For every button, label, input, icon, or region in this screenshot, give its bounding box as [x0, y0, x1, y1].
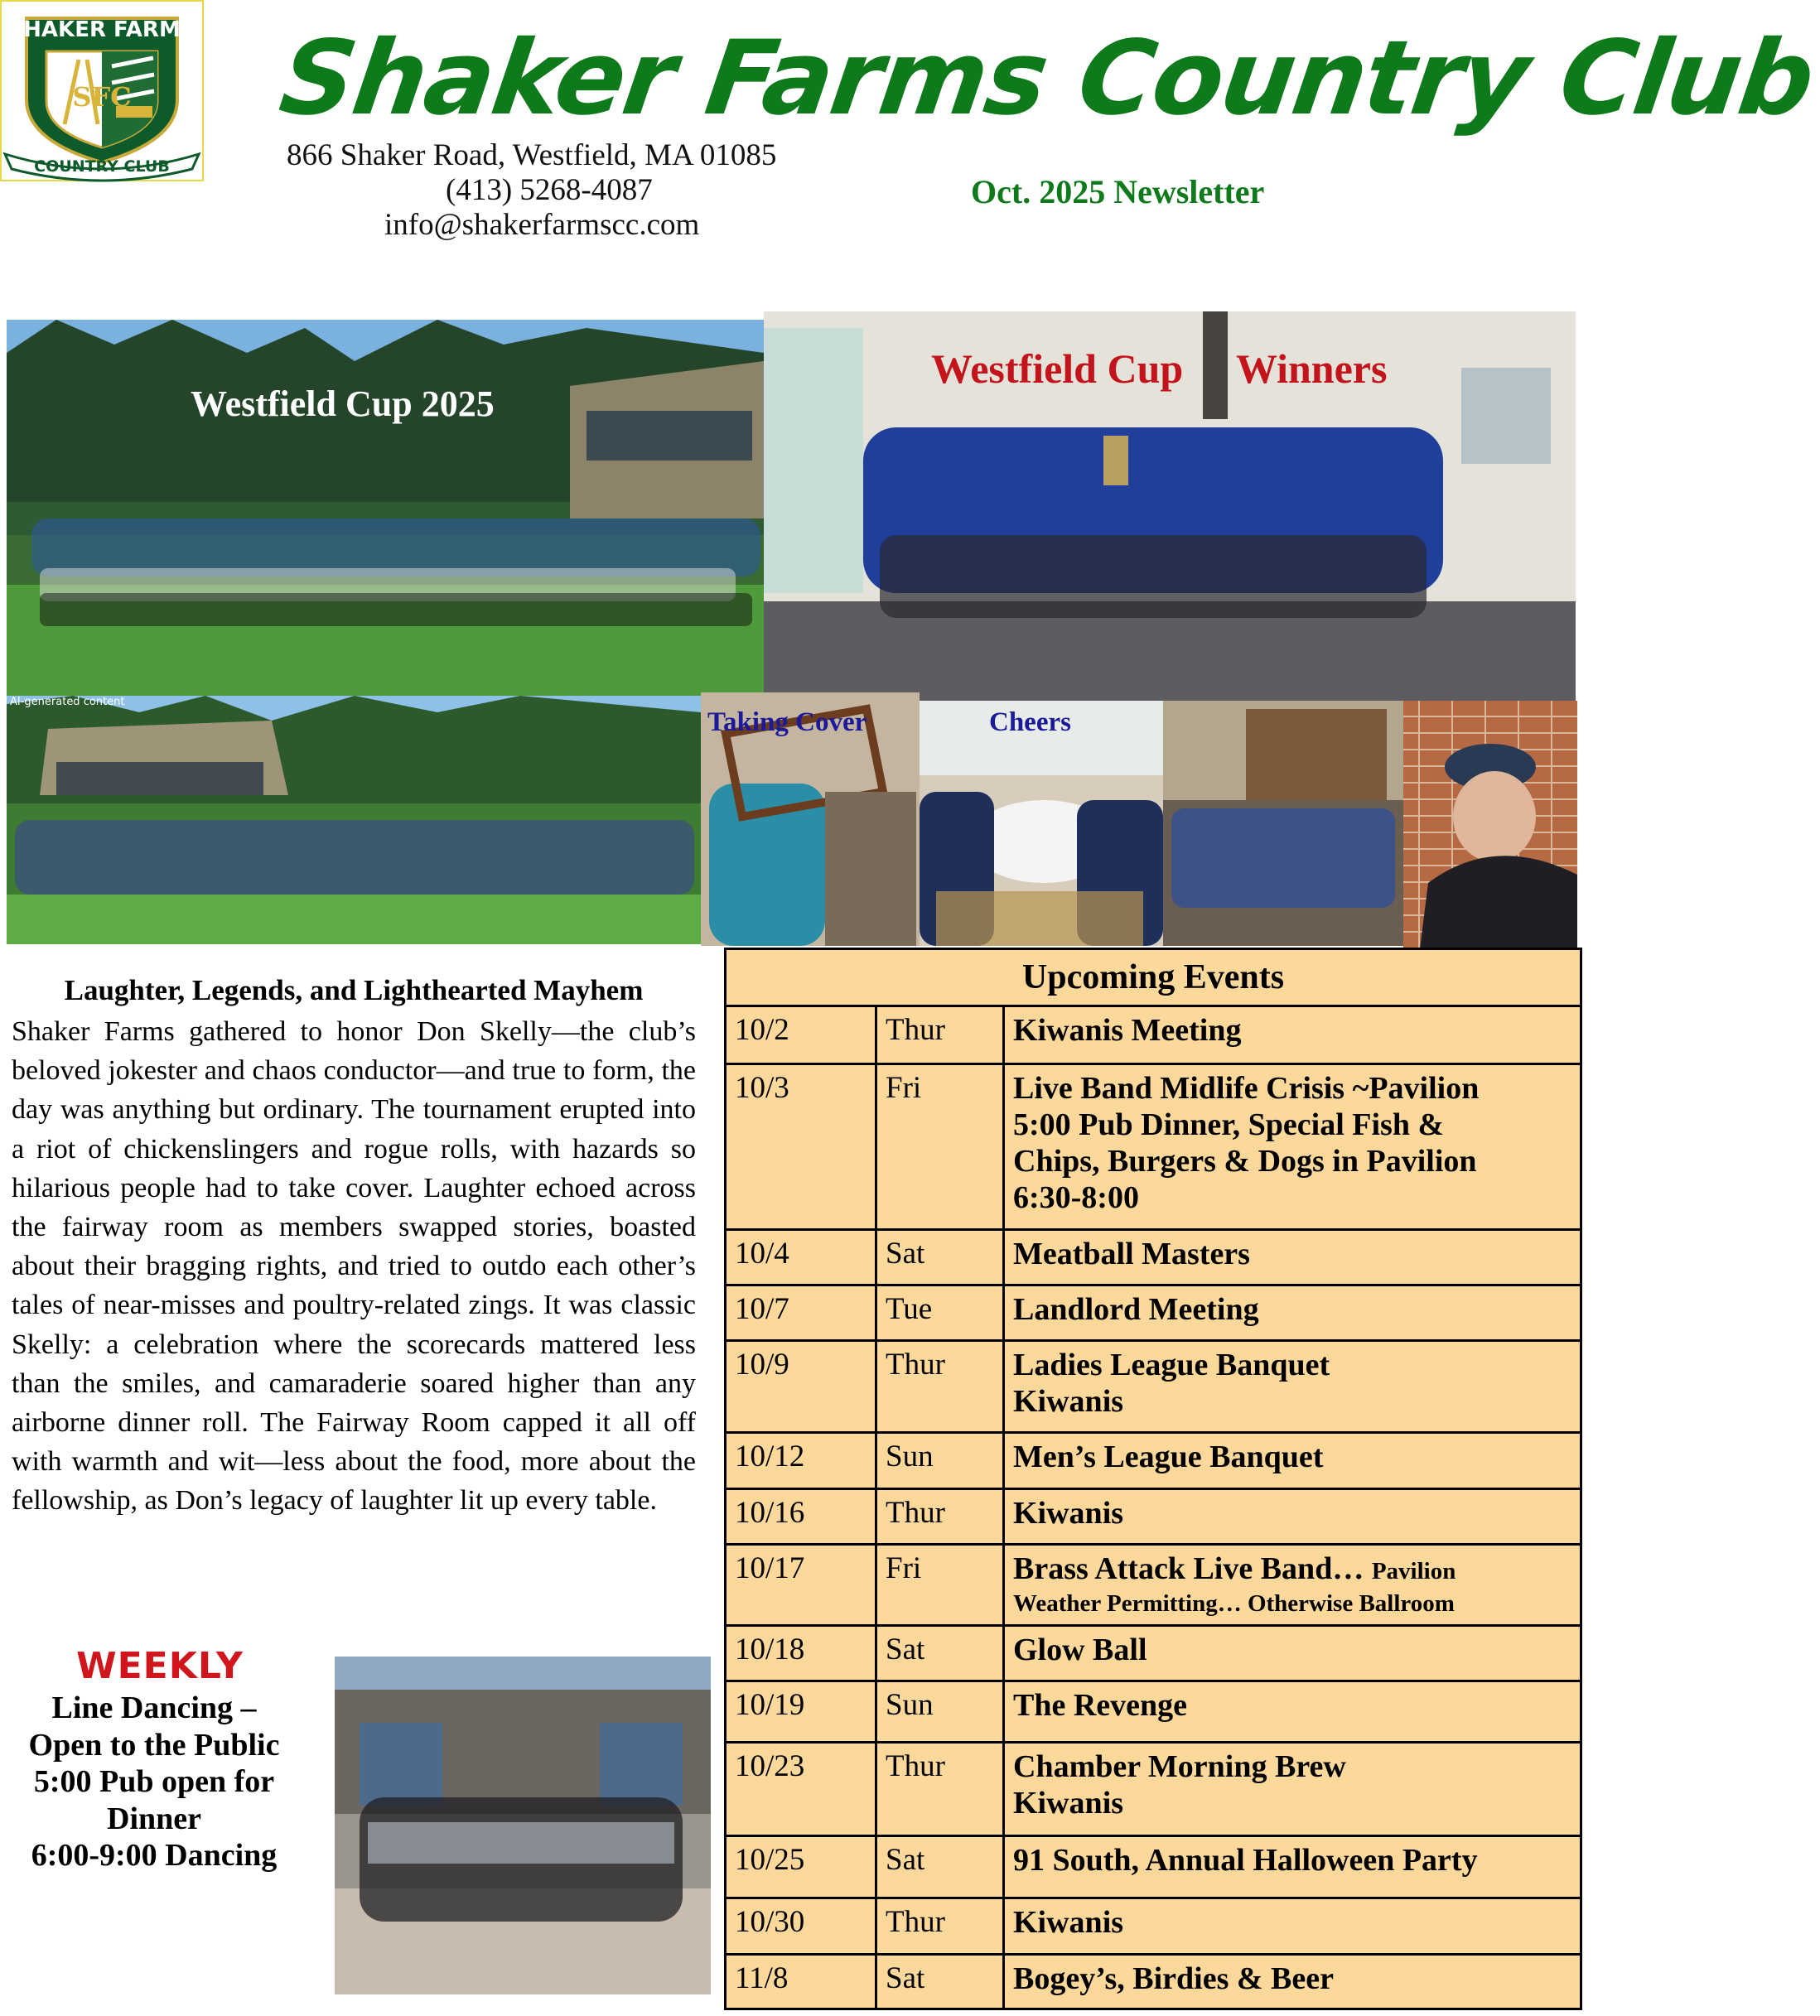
- event-day: Thur: [876, 1006, 1004, 1064]
- event-date: 10/7: [726, 1285, 876, 1341]
- event-name: The Revenge: [1004, 1681, 1581, 1743]
- table-row: [726, 1006, 1581, 1064]
- event-name: Live Band Midlife Crisis ~Pavilion 5:00 Pub Dinner, Special Fish & Chips, Burgers & Dogs in Pavilion 6:30-8:00: [1004, 1064, 1581, 1230]
- table-row: [726, 1626, 1581, 1681]
- club-phone: (413) 5268-4087: [446, 173, 653, 207]
- weekly-line: 5:00 Pub open for: [33, 1764, 275, 1799]
- event-day: Tue: [876, 1285, 1004, 1341]
- second-group-photo: [7, 696, 701, 944]
- event-day: Sat: [876, 1626, 1004, 1681]
- event-date: 10/18: [726, 1626, 876, 1681]
- weekly-line: Line Dancing –: [51, 1690, 257, 1725]
- article-title: Laughter, Legends, and Lighthearted Mayhem: [64, 974, 644, 1006]
- event-day: Thur: [876, 1743, 1004, 1836]
- event-name: Meatball Masters: [1004, 1230, 1581, 1285]
- taking-cover-caption: Taking Cover: [707, 707, 867, 737]
- event-date: 10/23: [726, 1743, 876, 1836]
- event-day: Thur: [876, 1341, 1004, 1433]
- events-title: Upcoming Events: [726, 949, 1581, 1006]
- table-row: [726, 1681, 1581, 1743]
- event-day: Sun: [876, 1433, 1004, 1489]
- event-date: 10/4: [726, 1230, 876, 1285]
- event-day: Sat: [876, 1230, 1004, 1285]
- event-day: Thur: [876, 1489, 1004, 1545]
- table-row: [726, 1341, 1581, 1433]
- weekly-line: 6:00-9:00 Dancing: [31, 1838, 278, 1873]
- event-date: 10/30: [726, 1898, 876, 1955]
- event-date: 10/17: [726, 1545, 876, 1626]
- newsletter-date: Oct. 2025 Newsletter: [971, 173, 1265, 210]
- event-name: Kiwanis: [1004, 1898, 1581, 1955]
- fairway-room-photo: [1163, 701, 1403, 946]
- table-row: [726, 1489, 1581, 1545]
- table-row: [726, 1743, 1581, 1836]
- event-date: 10/3: [726, 1064, 876, 1230]
- event-date: 11/8: [726, 1955, 876, 2009]
- event-name: Kiwanis Meeting: [1004, 1006, 1581, 1064]
- member-eating-photo: [1403, 701, 1577, 949]
- article-body: Shaker Farms gathered to honor Don Skelly—the club’s beloved jokester and chaos conductor—and true to form, the day was anything but ordinary. The tournament erupted into a riot of chickenslingers and rogue rolls, with hazards so hilarious people had to take cover. Laughter echoed across the fairway room as members swapped stories, boasted about their bragging rights, and tried to outdo each other’s tales of near-misses and poultry-related zings. It was classic Skelly: a celebration where the scorecards mattered less than the smiles, and camaraderie soared higher than any airborne dinner roll. The Fairway Room capped it all off with warmth and wit—less about the food, more about the fellowship, as Don’s legacy of laughter lit up every table.: [12, 1016, 696, 1517]
- event-name: Kiwanis: [1004, 1489, 1581, 1545]
- winners-caption-left: Westfield Cup: [931, 345, 1184, 392]
- weekly-details: [0, 1690, 308, 1874]
- weekly-line: Open to the Public: [28, 1727, 280, 1763]
- event-day: Fri: [876, 1064, 1004, 1230]
- winners-caption-right: Winners: [1236, 345, 1388, 392]
- event-date: 10/12: [726, 1433, 876, 1489]
- table-row: [726, 1064, 1581, 1230]
- event-name: Brass Attack Live Band… Pavilion Weather Permitting… Otherwise Ballroom: [1004, 1545, 1581, 1626]
- event-date: 10/2: [726, 1006, 876, 1064]
- table-row: [726, 1545, 1581, 1626]
- table-row: [726, 1433, 1581, 1489]
- event-date: 10/16: [726, 1489, 876, 1545]
- event-name: Men’s League Banquet: [1004, 1433, 1581, 1489]
- ai-generated-tag: AI-generated content: [10, 696, 125, 708]
- event-name: Glow Ball: [1004, 1626, 1581, 1681]
- table-row: [726, 1955, 1581, 2009]
- event-day: Sat: [876, 1836, 1004, 1898]
- event-name: 91 South, Annual Halloween Party: [1004, 1836, 1581, 1898]
- table-row: [726, 1898, 1581, 1955]
- event-date: 10/9: [726, 1341, 876, 1433]
- table-row: [726, 1836, 1581, 1898]
- event-name: Ladies League Banquet Kiwanis: [1004, 1341, 1581, 1433]
- table-row: [726, 1230, 1581, 1285]
- club-address: 866 Shaker Road, Westfield, MA 01085: [287, 138, 777, 172]
- taking-cover-photo: [701, 692, 920, 946]
- logo-banner-text: COUNTRY CLUB: [34, 157, 170, 176]
- event-name: Bogey’s, Birdies & Beer: [1004, 1955, 1581, 2009]
- upcoming-events-table: [724, 948, 1582, 2010]
- event-name: Chamber Morning Brew Kiwanis: [1004, 1743, 1581, 1836]
- club-email[interactable]: info@shakerfarmscc.com: [384, 208, 700, 242]
- table-row: [726, 1285, 1581, 1341]
- logo-top-text: SHAKER FARMS: [7, 17, 196, 42]
- logo-monogram: SFC: [72, 81, 132, 113]
- cheers-photo: [920, 701, 1163, 946]
- event-day: Thur: [876, 1898, 1004, 1955]
- group-photo-caption: Westfield Cup 2025: [191, 383, 495, 424]
- westfield-cup-group-photo: [7, 320, 764, 696]
- club-logo: [0, 0, 204, 181]
- event-name: Landlord Meeting: [1004, 1285, 1581, 1341]
- weekly-label: WEEKLY: [76, 1645, 244, 1687]
- event-date: 10/25: [726, 1836, 876, 1898]
- event-day: Fri: [876, 1545, 1004, 1626]
- westfield-cup-winners-photo: [764, 311, 1576, 701]
- line-dancing-photo: [335, 1657, 711, 1994]
- event-date: 10/19: [726, 1681, 876, 1743]
- event-day: Sun: [876, 1681, 1004, 1743]
- club-title: Shaker Farms Country Club: [273, 19, 1820, 138]
- cheers-caption: Cheers: [989, 707, 1071, 737]
- weekly-line: Dinner: [107, 1801, 201, 1836]
- event-day: Sat: [876, 1955, 1004, 2009]
